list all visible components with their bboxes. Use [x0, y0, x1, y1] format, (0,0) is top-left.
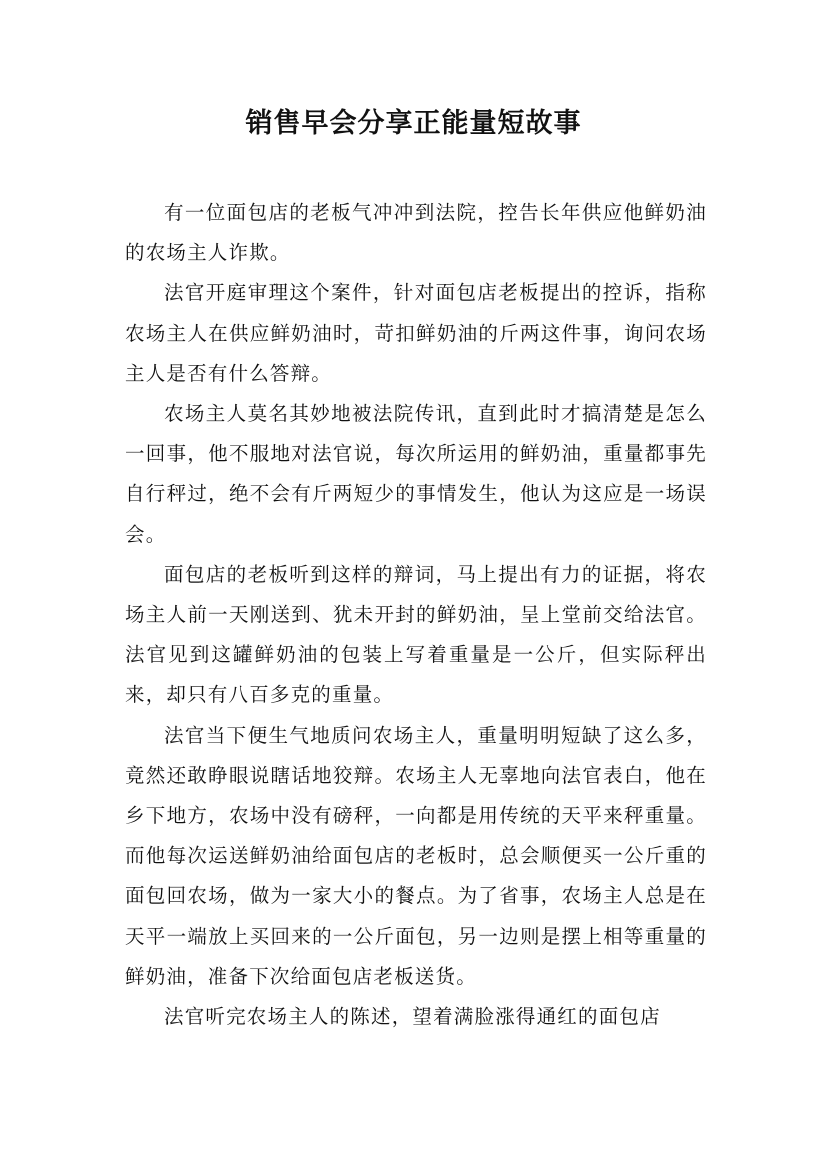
- document-title: 销售早会分享正能量短故事: [245, 108, 582, 139]
- paragraph: 法官开庭审理这个案件，针对面包店老板提出的控诉，指称农场主人在供应鲜奶油时，苛扣鲜奶油的斤两这件事，询问农场主人是否有什么答辩。: [125, 281, 707, 385]
- paragraph: 农场主人莫名其妙地被法院传讯，直到此时才搞清楚是怎么一回事，他不服地对法官说，每次所运用的鲜奶油，重量都事先自行秤过，绝不会有斤两短少的事情发生，他认为这应是一场误会。: [125, 402, 707, 546]
- paragraph: 法官听完农场主人的陈述，望着满脸涨得通红的面包店: [164, 1005, 661, 1029]
- paragraph: 有一位面包店的老板气冲冲到法院，控告长年供应他鲜奶油的农场主人诈欺。: [125, 201, 707, 265]
- paragraph: 面包店的老板听到这样的辩词，马上提出有力的证据，将农场主人前一天刚送到、犹未开封的鲜奶油，呈上堂前交给法官。法官见到这罐鲜奶油的包装上写着重量是一公斤，但实际秤出来，却只有八百多克的重量。: [125, 562, 707, 707]
- paragraph: 法官当下便生气地质问农场主人，重量明明短缺了这么多，竟然还敢睁眼说瞎话地狡辩。农场主人无辜地向法官表白，他在乡下地方，农场中没有磅秤，一向都是用传统的天平来秤重量。而他每次运送鲜奶油给面包店的老板时，总会顺便买一公斤重的面包回农场，做为一家大小的餐点。为了省事，农场主人总是在天平一端放上买回来的一公斤面包，另一边则是摆上相等重量的鲜奶油，准备下次给面包店老板送货。: [125, 723, 707, 988]
- document-body: [125, 193, 707, 1037]
